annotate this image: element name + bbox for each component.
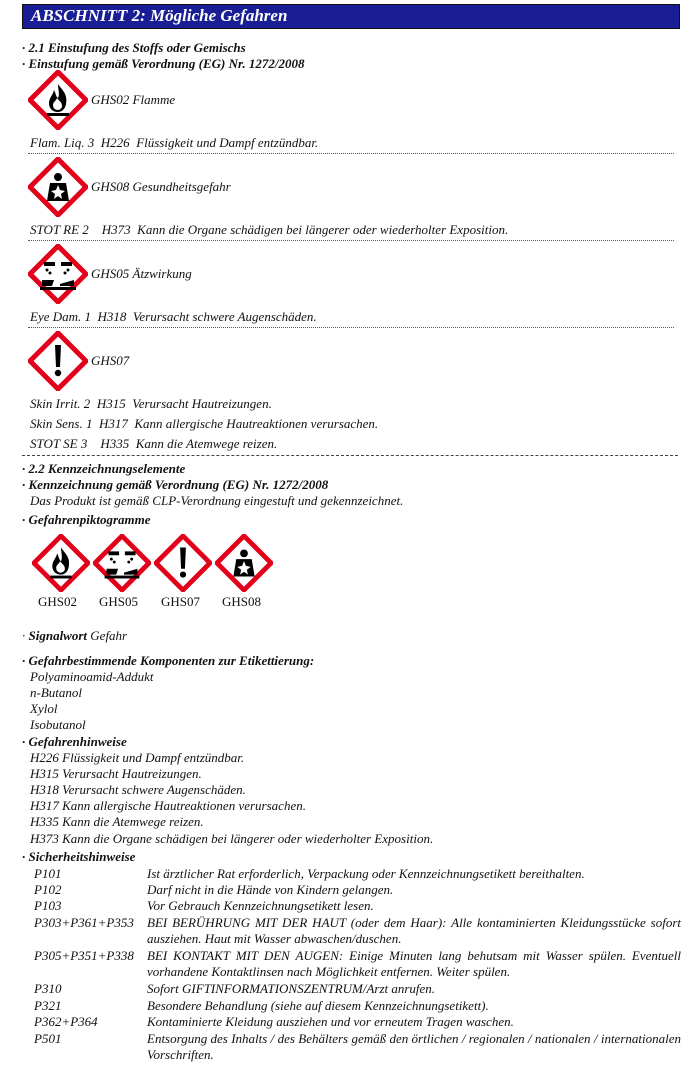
health-hazard-icon (28, 157, 88, 217)
hazard-statement: H315 Verursacht Hautreizungen. (30, 766, 202, 781)
precaution-text: Vor Gebrauch Kennzeichnungsetikett lesen. (147, 898, 374, 913)
flame-icon (28, 70, 88, 130)
section-divider (22, 455, 678, 456)
section-header (22, 4, 680, 29)
precaution-code: P501 (34, 1031, 62, 1046)
divider (28, 240, 674, 241)
exclamation-icon (154, 534, 212, 592)
hazard-statement: H226 Flüssigkeit und Dampf entzündbar. (30, 750, 245, 765)
pictogram-label: GHS08 Gesundheitsgefahr (91, 179, 231, 194)
corrosion-icon (28, 244, 88, 304)
precaution-code: P305+P351+P338 (34, 948, 134, 963)
precaution-text: BEI BERÜHRUNG MIT DER HAUT (oder dem Haar): Alle kontaminierten Kleidungsstücke sofort ausziehen. Haut mit Wasser abwaschen/duschen. (147, 915, 681, 946)
precaution-code: P310 (34, 981, 62, 996)
hazard-statements-heading: · Gefahrenhinweise (22, 734, 127, 749)
precaution-text: BEI KONTAKT MIT DEN AUGEN: Einige Minuten lang behutsam mit Wasser spülen. Eventuell vorhandene Kontaktlinsen nach Möglichkeit entfernen. Weiter spülen. (147, 948, 681, 979)
classification-line: STOT RE 2 H373 Kann die Organe schädigen bei längerer oder wiederholter Exposition. (30, 222, 509, 237)
hazard-statement: H335 Kann die Atemwege reizen. (30, 814, 204, 829)
signal-word: · Signalwort Gefahr (22, 628, 128, 643)
divider (28, 153, 674, 154)
classification-line: Skin Irrit. 2 H315 Verursacht Hautreizungen. (30, 396, 272, 411)
precaution-code: P103 (34, 898, 62, 913)
pictogram-label: GHS07 (91, 353, 130, 368)
subheading-classification: · Einstufung gemäß Verordnung (EG) Nr. 1272/2008 (22, 56, 305, 71)
component-item: Polyaminoamid-Addukt (30, 669, 154, 684)
heading-2-1: · 2.1 Einstufung des Stoffs oder Gemischs (22, 40, 246, 55)
precaution-code: P102 (34, 882, 62, 897)
precaution-text: Sofort GIFTINFORMATIONSZENTRUM/Arzt anrufen. (147, 981, 436, 996)
heading-2-2: · 2.2 Kennzeichnungselemente (22, 461, 186, 476)
pictogram-caption: GHS05 (99, 594, 139, 609)
precaution-code: P362+P364 (34, 1014, 98, 1029)
pictogram-label: GHS05 Ätzwirkung (91, 266, 192, 281)
subheading-labelling: · Kennzeichnung gemäß Verordnung (EG) Nr. 1272/2008 (22, 477, 329, 492)
classification-line: Eye Dam. 1 H318 Verursacht schwere Augenschäden. (30, 309, 317, 324)
precaution-text: Kontaminierte Kleidung ausziehen und vor erneutem Tragen waschen. (147, 1014, 514, 1029)
precaution-text: Besondere Behandlung (siehe auf diesem Kennzeichnungsetikett). (147, 998, 489, 1013)
components-heading: · Gefahrbestimmende Komponenten zur Etikettierung: (22, 653, 315, 668)
health-hazard-icon (215, 534, 273, 592)
pictograms-heading: · Gefahrenpiktogramme (22, 512, 151, 527)
hazard-statement: H317 Kann allergische Hautreaktionen verursachen. (30, 798, 306, 813)
component-item: n-Butanol (30, 685, 82, 700)
section-title: ABSCHNITT 2: Mögliche Gefahren (31, 6, 288, 25)
divider (28, 327, 674, 328)
pictogram-caption: GHS07 (161, 594, 201, 609)
precaution-text: Darf nicht in die Hände von Kindern gelangen. (147, 882, 394, 897)
pictogram-caption: GHS08 (222, 594, 262, 609)
hazard-statement: H373 Kann die Organe schädigen bei längerer oder wiederholter Exposition. (30, 831, 434, 846)
classification-line: Flam. Liq. 3 H226 Flüssigkeit und Dampf entzündbar. (30, 135, 319, 150)
precaution-text: Ist ärztlicher Rat erforderlich, Verpackung oder Kennzeichnungsetikett bereithalten. (147, 866, 585, 881)
clp-statement: Das Produkt ist gemäß CLP-Verordnung eingestuft und gekennzeichnet. (30, 493, 404, 508)
flame-icon (32, 534, 90, 592)
corrosion-icon (93, 534, 151, 592)
precaution-heading: · Sicherheitshinweise (22, 849, 136, 864)
classification-line: Skin Sens. 1 H317 Kann allergische Hautreaktionen verursachen. (30, 416, 379, 431)
precaution-code: P101 (34, 866, 62, 881)
precaution-code: P303+P361+P353 (34, 915, 134, 930)
classification-line: STOT SE 3 H335 Kann die Atemwege reizen. (30, 436, 278, 451)
exclamation-icon (28, 331, 88, 391)
hazard-statement: H318 Verursacht schwere Augenschäden. (30, 782, 246, 797)
precaution-text: Entsorgung des Inhalts / des Behälters gemäß den örtlichen / regionalen / nationalen / internationalen Vorschriften. (147, 1031, 681, 1062)
pictogram-label: GHS02 Flamme (91, 92, 176, 107)
component-item: Isobutanol (30, 717, 86, 732)
precaution-code: P321 (34, 998, 62, 1013)
pictogram-caption: GHS02 (38, 594, 78, 609)
component-item: Xylol (30, 701, 58, 716)
